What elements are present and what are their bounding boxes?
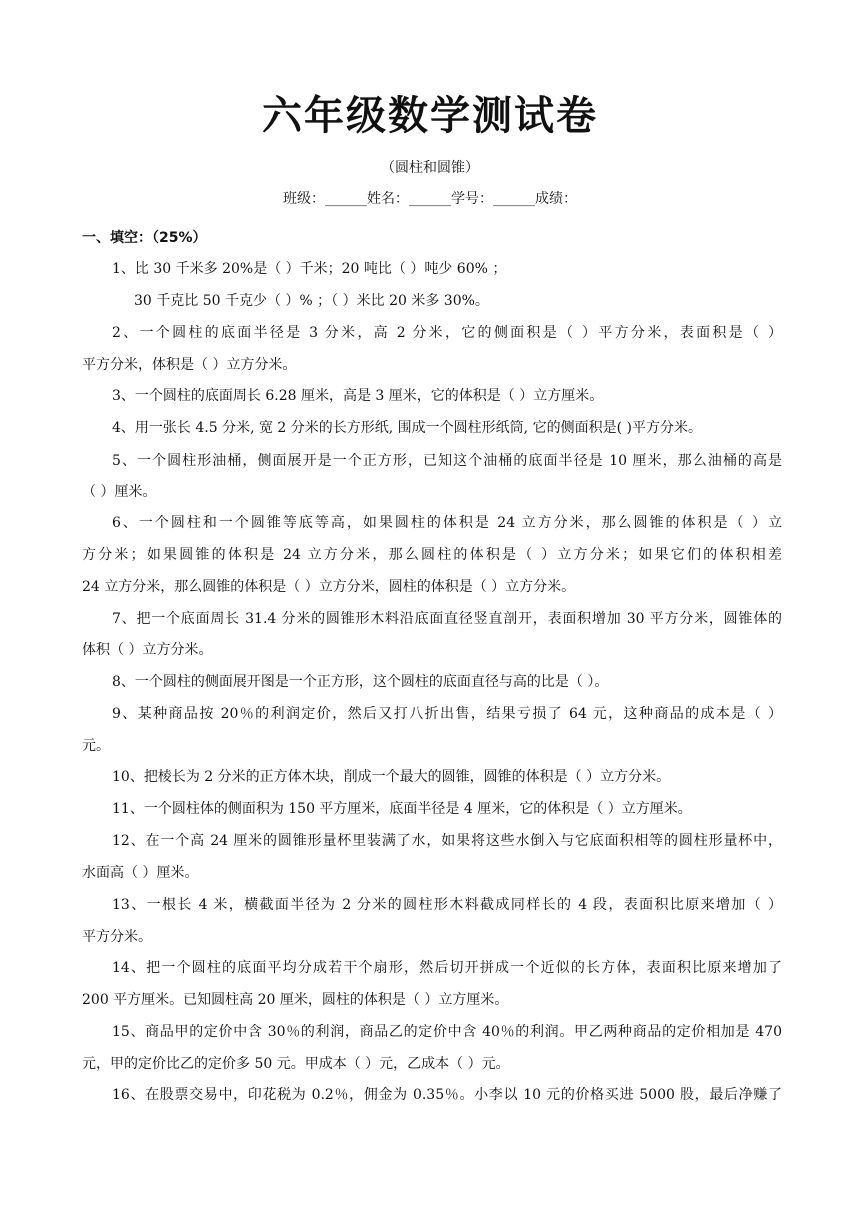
question-line: 16、在股票交易中，印花税为 0.2％，佣金为 0.35％。小李以 10 元的价格买进 5000 股，最后净赚了 bbox=[112, 1087, 782, 1103]
question-line: 5、一个圆柱形油桶，侧面展开是一个正方形，已知这个油桶的底面半径是 10 厘米，那么油桶的高是 bbox=[112, 453, 782, 469]
question-line: 1、比 30 千米多 20%是（ ）千米；20 吨比（ ）吨少 60% ； bbox=[112, 261, 507, 277]
question-line: 平方分米，体积是（ ）立方分米。 bbox=[82, 357, 297, 373]
page-subtitle: （圆柱和圆锥） bbox=[381, 160, 479, 176]
section-heading-fill-blank: 一、填空：（25%） bbox=[82, 230, 207, 246]
question-line: 体积（ ）立方分米。 bbox=[82, 642, 213, 658]
question-line: （ ）厘米。 bbox=[82, 484, 157, 500]
page-title: 六年级数学测试卷 bbox=[262, 92, 598, 139]
question-line: 水面高（ ）厘米。 bbox=[82, 865, 199, 881]
question-line: 方分米；如果圆锥的体积是 24 立方分米，那么圆柱的体积是（ ）立方分米；如果它们的体积相差 bbox=[82, 547, 782, 563]
question-line: 200 平方厘米。已知圆柱高 20 厘米，圆柱的体积是（ ）立方厘米。 bbox=[82, 992, 509, 1008]
question-line: 6、一个圆柱和一个圆锥等底等高，如果圆柱的体积是 24 立方分米，那么圆锥的体积是（ ）立 bbox=[112, 515, 782, 531]
question-line: 14、把一个圆柱的底面平均分成若干个扇形，然后切开拼成一个近似的长方体，表面积比原来增加了 bbox=[112, 960, 782, 976]
question-line: 2、一个圆柱的底面半径是 3 分米，高 2 分米，它的侧面积是（ ）平方分米，表面积是（ ） bbox=[112, 325, 782, 341]
question-line: 元，甲的定价比乙的定价多 50 元。甲成本（ ）元，乙成本（ ）元。 bbox=[82, 1056, 510, 1072]
question-line: 13、一根长 4 米，横截面半径为 2 分米的圆柱形木料截成同样长的 4 段，表面积比原来增加（ ） bbox=[112, 897, 782, 913]
question-line: 10、把棱长为 2 分米的正方体木块，削成一个最大的圆锥，圆锥的体积是（ ）立方分米。 bbox=[112, 769, 671, 785]
question-line: 12、在一个高 24 厘米的圆锥形量杯里装满了水，如果将这些水倒入与它底面积相等的圆柱形量杯中， bbox=[112, 833, 782, 849]
question-line: 24 立方分米，那么圆锥的体积是（ ）立方分米，圆柱的体积是（ ）立方分米。 bbox=[82, 579, 576, 595]
question-line: 元。 bbox=[82, 738, 110, 754]
question-line: 3、一个圆柱的底面周长 6.28 厘米，高是 3 厘米，它的体积是（ ）立方厘米。 bbox=[112, 388, 604, 404]
question-line: 8、一个圆柱的侧面展开图是一个正方形，这个圆柱的底面直径与高的比是（ ）。 bbox=[112, 674, 609, 690]
question-line: 9、某种商品按 20％的利润定价，然后又打八折出售，结果亏损了 64 元，这种商品的成本是（ ） bbox=[112, 706, 782, 722]
question-line: 4、用一张长 4.5 分米, 宽 2 分米的长方形纸, 围成一个圆柱形纸筒, 它的侧面积是( )平方分米。 bbox=[112, 420, 702, 436]
question-line: 平方分米。 bbox=[82, 929, 152, 945]
question-line: 7、把一个底面周长 31.4 分米的圆锥形木料沿底面直径竖直剖开，表面积增加 30 平方分米，圆锥体的 bbox=[112, 611, 782, 627]
question-line: 30 千克比 50 千克少（ ）% ；（ ）米比 20 米多 30%。 bbox=[134, 293, 489, 309]
question-line: 11、一个圆柱体的侧面积为 150 平方厘米，底面半径是 4 厘米，它的体积是（ ）立方厘米。 bbox=[112, 801, 692, 817]
student-info-line: 班级：______姓名：______学号：______成绩： bbox=[283, 191, 577, 207]
question-line: 15、商品甲的定价中含 30％的利润，商品乙的定价中含 40％的利润。甲乙两种商品的定价相加是 470 bbox=[112, 1024, 782, 1040]
